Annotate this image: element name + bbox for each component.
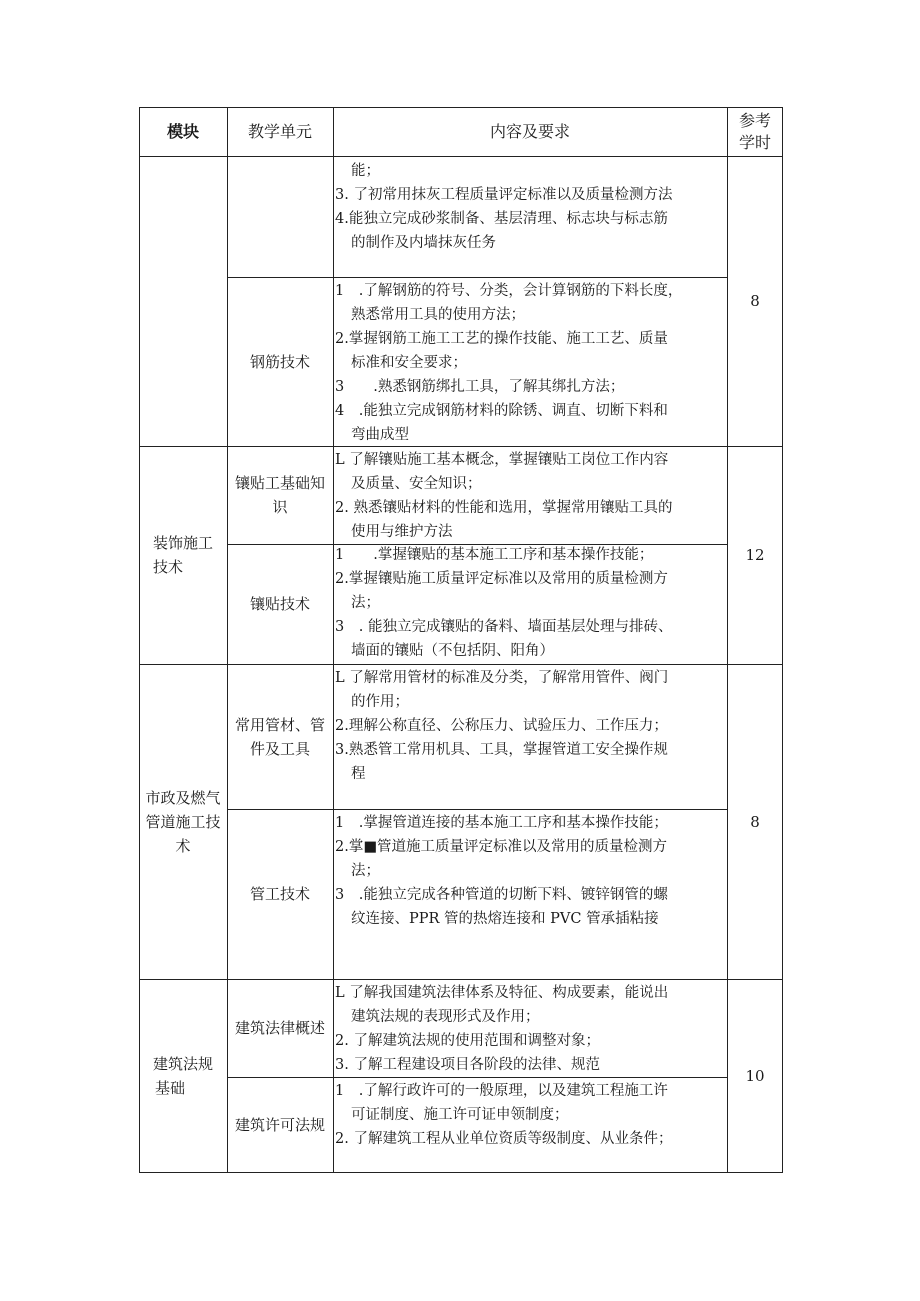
content-line: 程 <box>351 766 366 782</box>
header-module-label: 模块 <box>166 121 199 141</box>
unit-name-cell <box>227 277 333 446</box>
unit-content <box>335 543 727 663</box>
unit-name-line2: 件及工具 <box>249 739 310 758</box>
module-name-line1: 装饰施工 <box>152 534 213 552</box>
content-line: 2. 了解建筑工程从业单位资质等级制度、从业条件； <box>335 1131 673 1147</box>
unit-name-cell <box>227 664 333 809</box>
content-line: 3.熟悉管工常用机具、工具，掌握管道工安全操作规 <box>335 742 668 758</box>
module-name-line1: 市政及燃气 <box>145 788 221 807</box>
hours-value: 8 <box>750 812 760 831</box>
curriculum-table <box>139 107 783 1173</box>
content-line: 墙面的镶贴（不包括阴、阳角） <box>351 643 554 659</box>
content-line: 2.掌握钢筋工施工工艺的操作技能、施工工艺、质量 <box>335 331 668 347</box>
module-name-line2: 技术 <box>153 558 184 576</box>
content-line: 及质量、安全知识； <box>351 476 482 492</box>
unit-name-cell <box>227 979 333 1077</box>
hours-cell <box>727 446 783 664</box>
module-name-line2: 管道施工技 <box>145 812 221 831</box>
content-line: 的制作及内墙抹灰任务 <box>351 235 496 251</box>
content-line: 3 .能独立完成各种管道的切断下料、镀锌钢管的螺 <box>335 887 668 903</box>
content-line: 2.理解公称直径、公称压力、试验压力、工作压力； <box>335 718 668 734</box>
content-line: 纹连接、PPR 管的热熔连接和 PVC 管承插粘接 <box>351 911 659 927</box>
table-border-bottom <box>139 1172 783 1173</box>
hours-value: 8 <box>750 292 760 310</box>
module-cell <box>139 664 227 979</box>
content-line: 法； <box>351 863 380 879</box>
content-line: 标准和安全要求； <box>351 355 467 371</box>
hours-cell <box>727 664 783 979</box>
hours-value: 12 <box>745 546 765 564</box>
header-divider <box>139 156 783 157</box>
unit-content <box>335 279 727 445</box>
hours-cell <box>727 979 783 1172</box>
content-line: 弯曲成型 <box>351 427 409 443</box>
content-line: 的作用； <box>351 694 409 710</box>
content-line: 1 .了解行政许可的一般原理，以及建筑工程施工许 <box>335 1083 668 1099</box>
unit-content <box>335 159 727 275</box>
module-name-line3: 术 <box>175 836 191 855</box>
content-line: 4 .能独立完成钢筋材料的除锈、调直、切断下料和 <box>335 403 668 419</box>
content-line: L 了解常用管材的标准及分类，了解常用管件、阀门 <box>335 670 669 686</box>
unit-content <box>335 666 727 808</box>
unit-content <box>335 448 727 544</box>
content-line: 建筑法规的表现形式及作用； <box>351 1009 540 1025</box>
content-line: 法； <box>351 595 380 611</box>
content-line: 2.掌■管道施工质量评定标准以及常用的质量检测方 <box>335 839 668 855</box>
unit-content <box>335 1079 727 1171</box>
unit-name: 建筑许可法规 <box>234 1115 325 1134</box>
module-name-line1: 建筑法规 <box>152 1054 213 1073</box>
module-cell <box>139 446 227 664</box>
content-line: 3. 了解工程建设项目各阶段的法律、规范 <box>335 1057 600 1073</box>
header-content-label: 内容及要求 <box>489 121 570 141</box>
module-cell <box>139 979 227 1172</box>
unit-name-cell <box>227 544 333 664</box>
module-name-line2: 基础 <box>155 1078 186 1097</box>
content-line: 可证制度、施工许可证申领制度； <box>351 1107 569 1123</box>
content-line: L 了解镶贴施工基本概念，掌握镶贴工岗位工作内容 <box>335 452 669 468</box>
content-line: 2. 熟悉镶贴材料的性能和选用，掌握常用镶贴工具的 <box>335 500 673 516</box>
content-line: 4.能独立完成砂浆制备、基层清理、标志块与标志筋 <box>335 211 668 227</box>
content-line: 3. 了初常用抹灰工程质量评定标准以及质量检测方法 <box>335 187 673 203</box>
content-line: L 了解我国建筑法律体系及特征、构成要素，能说出 <box>335 985 669 1001</box>
content-line: 1 .掌握管道连接的基本施工工序和基本操作技能； <box>335 815 668 831</box>
hours-cell <box>727 156 783 446</box>
unit-content <box>335 981 727 1075</box>
header-unit-label: 教学单元 <box>247 121 312 141</box>
header-hours-line2: 学时 <box>738 132 771 152</box>
unit-name-line1: 镶贴工基础知 <box>234 474 325 492</box>
header-hours <box>727 107 783 156</box>
unit-name: 钢筋技术 <box>249 352 310 371</box>
unit-content <box>335 811 727 977</box>
content-line: 1 .了解钢筋的符号、分类，会计算钢筋的下料长度， <box>335 283 683 299</box>
content-line: 3 .熟悉钢筋绑扎工具，了解其绑扎方法； <box>335 379 625 395</box>
header-module <box>139 107 227 156</box>
unit-name: 镶贴技术 <box>249 595 310 613</box>
unit-name-line1: 常用管材、管 <box>234 715 325 734</box>
header-unit <box>227 107 333 156</box>
unit-name: 建筑法律概述 <box>234 1019 325 1037</box>
header-hours-line1: 参考 <box>738 110 771 130</box>
unit-name-line2: 识 <box>272 498 288 516</box>
content-line: 1 .掌握镶贴的基本施工工序和基本操作技能； <box>335 547 654 563</box>
unit-name: 管工技术 <box>249 885 310 903</box>
content-line: 使用与维护方法 <box>351 524 453 540</box>
unit-name-cell <box>227 1077 333 1172</box>
content-line: 2. 了解建筑法规的使用范围和调整对象； <box>335 1033 600 1049</box>
hours-value: 10 <box>745 1066 765 1085</box>
content-line: 3 . 能独立完成镶贴的备料、墙面基层处理与排砖、 <box>335 619 673 635</box>
content-line: 熟悉常用工具的使用方法； <box>351 307 525 323</box>
content-line: 2.掌握镶贴施工质量评定标准以及常用的质量检测方 <box>335 571 668 587</box>
content-line: 能； <box>351 163 380 179</box>
header-content <box>333 107 727 156</box>
column-divider <box>333 107 334 1173</box>
unit-name-cell <box>227 809 333 979</box>
unit-name-cell <box>227 446 333 544</box>
